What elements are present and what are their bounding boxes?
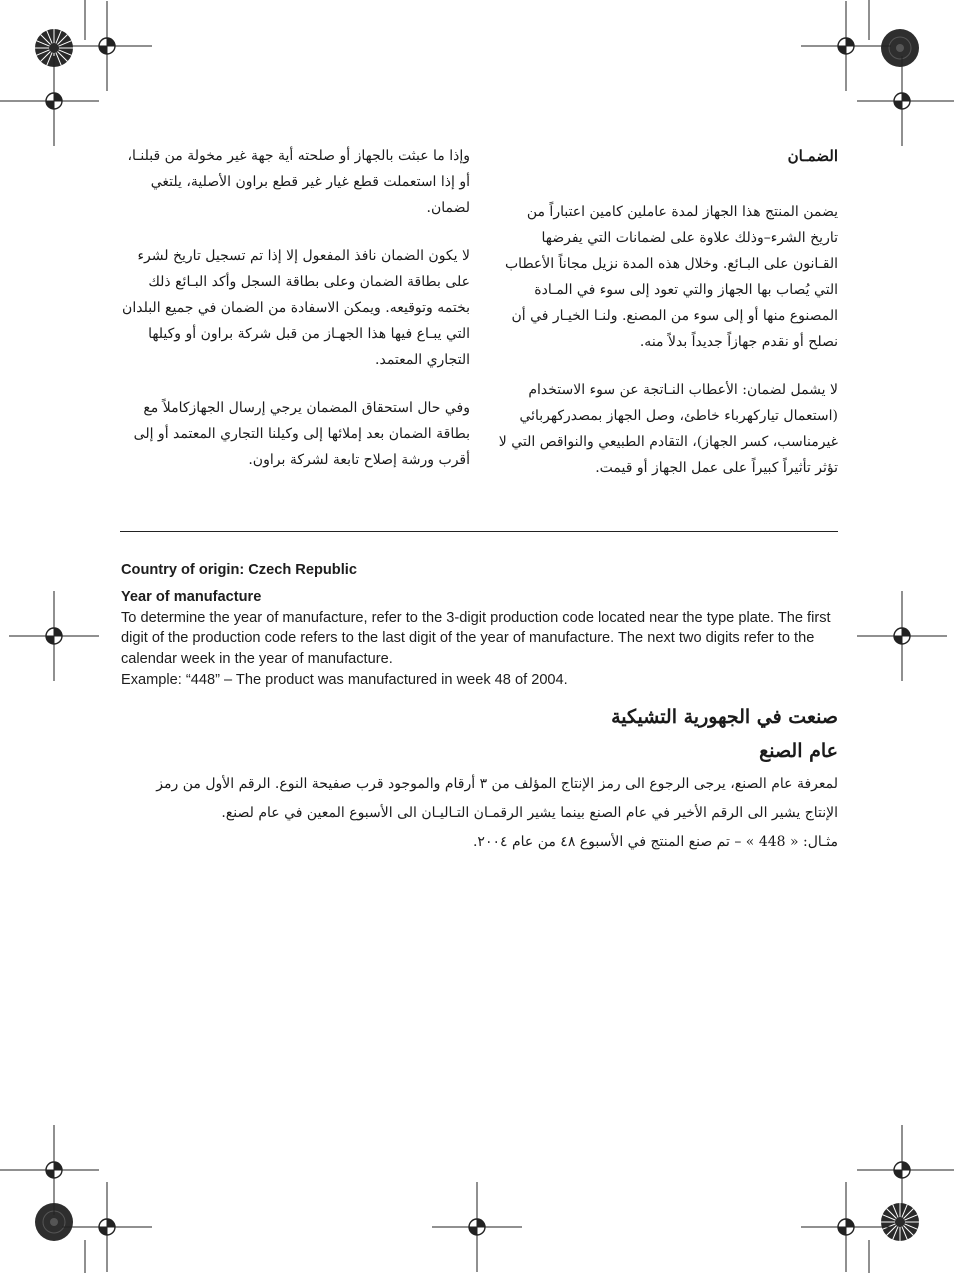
arabic-year-heading: عام الصنع bbox=[759, 740, 838, 762]
warranty-claim-paragraph: وفي حال استحقاق المضمان يرجي إرسال الجهازكاملاً مع بطاقة الضمان بعد إملائها إلى وكيلنا التجاري المعتمد أو إلى أقرب ورشة إصلاح تابعة لشركة براون. bbox=[133, 400, 470, 468]
warranty-left-column bbox=[122, 143, 470, 495]
arabic-country-of-origin: صنعت في الجهورية التشيكية bbox=[611, 706, 838, 728]
country-of-origin: Country of origin: Czech Republic bbox=[121, 562, 357, 578]
year-of-manufacture-text: To determine the year of manufacture, refer to the 3-digit production code located near the type plate. The first digit of the production code refers to the last digit of the year of manufacture. The next two digits refer to the calendar week in the year of manufacture. bbox=[121, 609, 831, 668]
year-of-manufacture-example: Example: “448” – The product was manufactured in week 48 of 2004. bbox=[121, 671, 568, 688]
english-origin-section bbox=[121, 560, 841, 691]
warranty-right-column bbox=[496, 143, 838, 503]
arabic-year-example: مثـال: « 448 » – تم صنع المنتج في الأسبوع ٤٨ من عام ٢٠٠٤. bbox=[472, 834, 838, 850]
warranty-validity-paragraph: لا يكون الضمان نافذ المفعول إلا إذا تم تسجيل تاريخ لشرء على بطاقة الضمان وعلى بطاقة السجل وأكد البـائع ذلك بختمه وتوقيعه. ويمكن الاسفادة من الضمان في جميع البلدان التي يبـاع فيها هذا الجهـاز من قبل شركة براون أو وكيلها التجاري المعتمد. bbox=[122, 248, 470, 368]
arabic-year-text: لمعرفة عام الصنع، يرجى الرجوع الى رمز الإنتاج المؤلف من ٣ أرقام والموجود قرب صفيحة النوع. الرقم الأول من رمز الإنتاج يشير الى الرقم الأخير في عام الصنع بينما يشير الرقمـان التـاليـان الى الأسبوع المعين في عام لصنع. bbox=[156, 776, 838, 821]
section-divider bbox=[120, 531, 838, 532]
warranty-exclusions-paragraph: لا يشمل لضمان: الأعطاب النـاتجة عن سوء الاستخدام (استعمال تياركهرباء خاطئ، وصل الجهاز بمصدركهربائي غيرمناسب، كسر الجهاز)، التقادم الطبيعي والنواقص التي لا تؤثر تأثيراً كبيراً على عمل الجهاز أو قيمت. bbox=[498, 382, 838, 476]
arabic-origin-section bbox=[140, 700, 838, 857]
warranty-void-paragraph: وإذا ما عبثت بالجهاز أو صلحته أية جهة غير مخولة من قبلنـا، أو إذا استعملت قطع غيار غير قطع براون الأصلية، يلتغي لضمان. bbox=[127, 148, 470, 216]
warranty-paragraph: يضمن المنتج هذا الجهاز لمدة عاملين كامين اعتباراً من تاريخ الشرء–وذلك علاوة على لضمانات التي يفرضها القـانون على البـائع. وخلال هذه المدة نزيل مجاناً الأعطاب التي يُصاب بها الجهاز والتي تعود إلى سوء في المـادة المصنوع منها أو إلى سوء من المصنع. ولنـا الخيـار في أن نصلح أو نقدم جهازاً جديداً بدلاً منه. bbox=[505, 204, 838, 350]
warranty-heading: الضمـان bbox=[787, 147, 838, 165]
year-of-manufacture-heading: Year of manufacture bbox=[121, 588, 262, 605]
